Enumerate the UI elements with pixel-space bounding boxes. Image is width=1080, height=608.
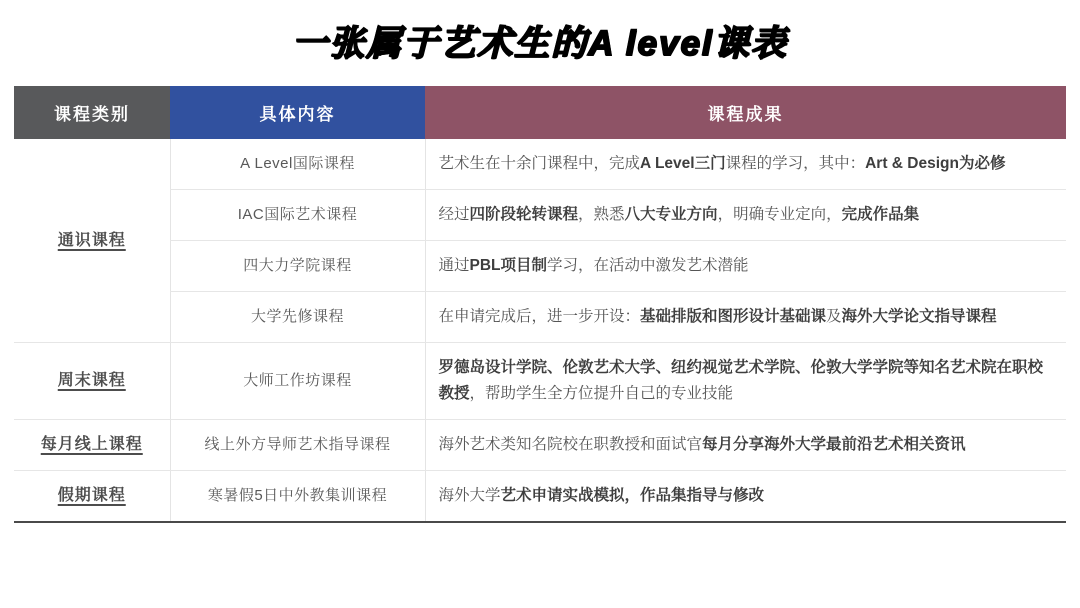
outcome-text: 及 (826, 308, 842, 325)
course-name-cell: 四大力学院课程 (170, 241, 425, 292)
outcome-text-bold: 八大专业方向 (624, 206, 718, 223)
course-name-cell: A Level国际课程 (170, 139, 425, 190)
outcome-text: 通过 (438, 257, 470, 274)
course-table-body (14, 139, 1066, 522)
table-row (14, 343, 1066, 420)
header-category: 课程类别 (14, 86, 170, 139)
outcome-cell (425, 471, 1066, 523)
category-cell (14, 471, 170, 523)
outcome-text: ，帮助学生全方位提升自己的专业技能 (469, 385, 734, 402)
outcome-text: 海外艺术类知名院校在职教授和面试官 (438, 436, 703, 453)
outcome-text: 课程的学习，其中： (725, 155, 866, 172)
category-label: 假期课程 (57, 487, 126, 504)
outcome-text: 艺术生在十余门课程中，完成 (438, 155, 641, 172)
table-row (14, 420, 1066, 471)
outcome-text: 海外大学 (438, 487, 501, 504)
outcome-cell (425, 292, 1066, 343)
outcome-text-bold: 基础排版和图形设计基础课 (640, 308, 827, 325)
header-content: 具体内容 (170, 86, 425, 139)
course-name-cell: 线上外方导师艺术指导课程 (170, 420, 425, 471)
course-name-cell: 大学先修课程 (170, 292, 425, 343)
category-cell (14, 343, 170, 420)
course-table (14, 86, 1066, 523)
table-row (14, 139, 1066, 190)
outcome-text-bold: 完成作品集 (841, 206, 920, 223)
category-cell (14, 139, 170, 343)
course-name-cell: IAC国际艺术课程 (170, 190, 425, 241)
outcome-text-bold: 艺术申请实战模拟，作品集指导与修改 (500, 487, 765, 504)
outcome-cell (425, 241, 1066, 292)
outcome-cell (425, 420, 1066, 471)
outcome-cell (425, 190, 1066, 241)
outcome-text-bold: 海外大学论文指导课程 (841, 308, 997, 325)
category-label: 周末课程 (57, 372, 126, 389)
table-row (14, 190, 1066, 241)
outcome-cell (425, 139, 1066, 190)
header-outcome: 课程成果 (425, 86, 1066, 139)
outcome-text-bold: Art & Design为必修 (865, 155, 1006, 172)
table-row (14, 241, 1066, 292)
outcome-cell (425, 343, 1066, 420)
category-cell (14, 420, 170, 471)
header-row (14, 86, 1066, 139)
outcome-text: ，明确专业定向， (717, 206, 842, 223)
outcome-text-bold: 每月分享海外大学最前沿艺术相关资讯 (702, 436, 966, 453)
course-name-cell: 大师工作坊课程 (170, 343, 425, 420)
table-row (14, 471, 1066, 523)
outcome-text-bold: 罗德岛设计学院、伦敦艺术大学、纽约视觉艺术学院、伦敦大学学院等知名艺术院在职校教授 (438, 359, 1044, 402)
outcome-text-bold: A Level三门 (640, 155, 726, 172)
outcome-text: 在申请完成后，进一步开设： (438, 308, 641, 325)
category-label: 每月线上课程 (40, 436, 143, 453)
outcome-text: ，熟悉 (578, 206, 625, 223)
outcome-text-bold: PBL项目制 (469, 257, 548, 274)
outcome-text: 经过 (438, 206, 470, 223)
page-title: 一张属于艺术生的A level课表 (292, 24, 788, 63)
outcome-text-bold: 四阶段轮转课程 (469, 206, 579, 223)
table-row (14, 292, 1066, 343)
category-label: 通识课程 (57, 231, 126, 249)
course-name-cell: 寒暑假5日中外教集训课程 (170, 471, 425, 523)
outcome-text: 学习，在活动中激发艺术潜能 (547, 257, 749, 274)
